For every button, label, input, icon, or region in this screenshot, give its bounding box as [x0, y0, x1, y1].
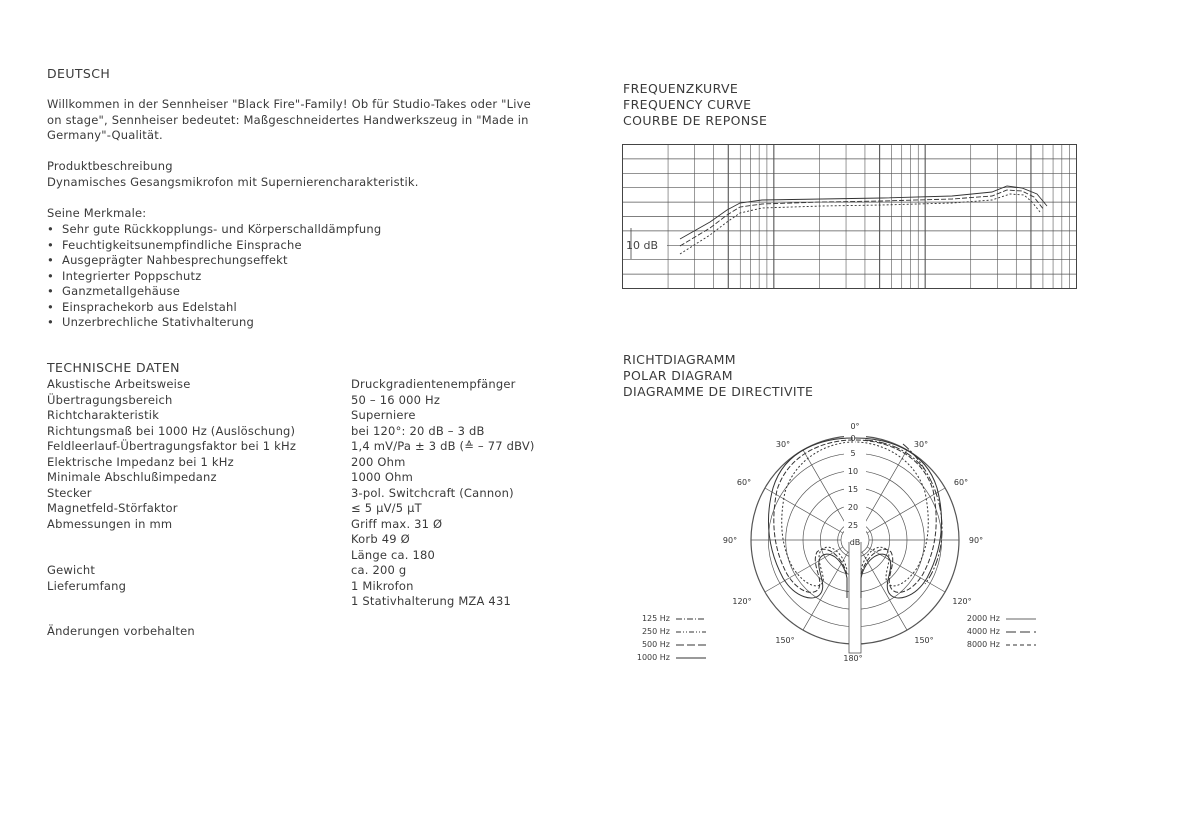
- angle-label-120-right: 120°: [952, 597, 972, 606]
- angle-label-30-left: 30°: [775, 440, 791, 449]
- list-item: • Ausgeprägter Nahbesprechungseffekt: [47, 253, 381, 269]
- frequency-grid: [623, 145, 1077, 289]
- polar-title-en: POLAR DIAGRAM: [623, 368, 733, 383]
- list-item: • Einsprachekorb aus Edelstahl: [47, 300, 381, 316]
- scale-label: 10 dB: [626, 239, 659, 252]
- spec-label: Abmessungen in mm: [47, 516, 173, 531]
- features-list: [47, 222, 381, 331]
- polar-spoke: [803, 450, 848, 528]
- legend-label: 4000 Hz: [966, 627, 1000, 636]
- list-item: • Unzerbrechliche Stativhalterung: [47, 315, 381, 331]
- legend-row-125: [615, 612, 706, 625]
- product-text: Dynamisches Gesangsmikrofon mit Supernierencharakteristik.: [47, 175, 419, 189]
- spec-label: Akustische Arbeitsweise: [47, 377, 191, 391]
- legend-line-solid-thin: [1006, 616, 1036, 622]
- legend-line-dash-dot-dot: [676, 629, 706, 635]
- spec-value: bei 120°: 20 dB – 3 dB: [351, 423, 485, 438]
- angle-label-0: 0°: [850, 422, 860, 431]
- frequency-title-de: FREQUENZKURVE: [623, 81, 739, 96]
- legend-label: 2000 Hz: [966, 614, 1000, 623]
- legend-label: 8000 Hz: [966, 640, 1000, 649]
- spec-label: Magnetfeld-Störfaktor: [47, 501, 178, 515]
- spec-label: Richtungsmaß bei 1000 Hz (Auslöschung): [47, 423, 296, 438]
- legend-line-dashed: [676, 642, 706, 648]
- frequency-title-fr: COURBE DE REPONSE: [623, 113, 768, 128]
- legend-row-250: [615, 625, 706, 638]
- features-heading: Seine Merkmale:: [47, 206, 147, 220]
- spec-values: [351, 377, 535, 610]
- spec-label: Stecker: [47, 485, 92, 500]
- spec-value: ca. 200 g: [351, 563, 407, 577]
- spec-value: Länge ca. 180: [351, 547, 436, 562]
- frequency-response-chart: [622, 144, 1078, 290]
- ring-label-5: 5: [850, 449, 856, 458]
- spec-value: Griff max. 31 Ø: [351, 516, 443, 531]
- microphone-mount-slot: [849, 541, 861, 653]
- spec-label: [47, 548, 296, 564]
- polar-spoke: [862, 450, 907, 528]
- spec-value: 1,4 mV/Pa ± 3 dB (≙ – 77 dBV): [351, 439, 535, 453]
- legend-line-solid: [676, 655, 706, 661]
- center-unit-label: dB: [849, 538, 861, 547]
- legend-label: 500 Hz: [641, 640, 670, 649]
- angle-label-90-left: 90°: [722, 536, 738, 545]
- angle-label-30-right: 30°: [913, 440, 929, 449]
- spec-label: Elektrische Impedanz bei 1 kHz: [47, 454, 234, 469]
- legend-row-1000: [615, 651, 706, 664]
- legend-row-8000: [958, 638, 1036, 651]
- legend-line-long-dash: [1006, 629, 1036, 635]
- spec-label: Feldleerlauf-Übertragungsfaktor bei 1 kHz: [47, 439, 297, 453]
- list-item: • Feuchtigkeitsunempfindliche Einsprache: [47, 238, 381, 254]
- angle-label-180: 180°: [843, 654, 863, 663]
- legend-label: 125 Hz: [641, 614, 670, 623]
- intro-paragraph: Willkommen in der Sennheiser "Black Fire"-Family! Ob für Studio-Takes oder "Live on stage", Sennheiser bedeutet: Maßgeschneidertes Handwerkszeug in "Made in Germany"-Qualität.: [47, 97, 531, 142]
- angle-label-150-left: 150°: [775, 636, 795, 645]
- angle-label-150-right: 150°: [914, 636, 934, 645]
- ring-label-25: 25: [847, 521, 859, 530]
- legend-label: 1000 Hz: [636, 653, 670, 662]
- legend-row-2000: [958, 612, 1036, 625]
- ring-label-20: 20: [847, 503, 859, 512]
- angle-label-90-right: 90°: [968, 536, 984, 545]
- spec-label: Minimale Abschlußimpedanz: [47, 470, 217, 484]
- polar-spoke: [867, 547, 945, 592]
- polar-spoke: [765, 488, 843, 533]
- legend-row-500: [615, 638, 706, 651]
- spec-label: Richtcharakteristik: [47, 408, 160, 422]
- spec-value: Druckgradientenempfänger: [351, 377, 516, 391]
- spec-value: 3-pol. Switchcraft (Cannon): [351, 485, 514, 500]
- angle-label-120-left: 120°: [732, 597, 752, 606]
- list-item: • Ganzmetallgehäuse: [47, 284, 381, 300]
- spec-label: Gewicht: [47, 563, 96, 577]
- spec-value: ≤ 5 µV/5 µT: [351, 501, 422, 515]
- response-curves: [680, 186, 1047, 254]
- polar-pattern-chart: [715, 418, 995, 668]
- changes-reserved-note: Änderungen vorbehalten: [47, 624, 195, 638]
- spec-value: 1 Mikrofon: [351, 578, 414, 593]
- angle-label-60-right: 60°: [953, 478, 969, 487]
- polar-title-de: RICHTDIAGRAMM: [623, 352, 736, 367]
- polar-title-fr: DIAGRAMME DE DIRECTIVITE: [623, 384, 814, 399]
- spec-label: [47, 532, 296, 548]
- tech-data-heading: TECHNISCHE DATEN: [47, 360, 180, 375]
- list-item: • Integrierter Poppschutz: [47, 269, 381, 285]
- language-heading: DEUTSCH: [47, 66, 111, 81]
- spec-value: Superniere: [351, 408, 416, 422]
- list-item: • Sehr gute Rückkopplungs- und Körperschalldämpfung: [47, 222, 381, 238]
- ring-label-10: 10: [847, 467, 859, 476]
- legend-line-short-dash: [1006, 642, 1036, 648]
- ring-label-0: 0: [850, 434, 856, 443]
- product-heading: Produktbeschreibung: [47, 159, 173, 173]
- spec-label: Lieferumfang: [47, 578, 127, 593]
- polar-legend-left: [615, 612, 706, 664]
- angle-label-60-left: 60°: [736, 478, 752, 487]
- polar-spoke: [862, 552, 907, 630]
- polar-legend-right: [958, 612, 1036, 651]
- polar-spoke: [765, 547, 843, 592]
- polar-spoke: [867, 488, 945, 533]
- spec-value: 50 – 16 000 Hz: [351, 392, 441, 407]
- spec-value: Korb 49 Ø: [351, 532, 410, 546]
- ring-label-15: 15: [847, 485, 859, 494]
- spec-label: Übertragungsbereich: [47, 392, 173, 407]
- spec-value: 200 Ohm: [351, 454, 406, 469]
- legend-row-4000: [958, 625, 1036, 638]
- frequency-title-en: FREQUENCY CURVE: [623, 97, 752, 112]
- spec-labels: [47, 377, 296, 610]
- legend-label: 250 Hz: [641, 627, 670, 636]
- spec-label: [47, 594, 296, 610]
- legend-line-dash-dot: [676, 616, 706, 622]
- spec-value: 1000 Ohm: [351, 470, 414, 484]
- spec-value: 1 Stativhalterung MZA 431: [351, 594, 511, 608]
